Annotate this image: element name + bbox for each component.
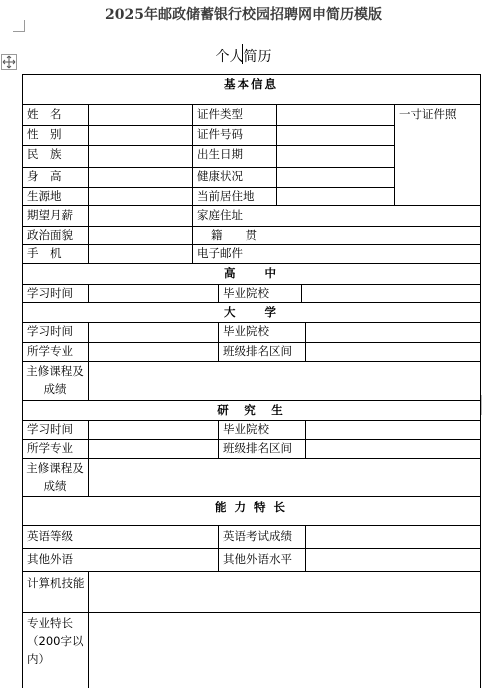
- skills-section-title: 能 力 特 长: [214, 500, 287, 514]
- university-section-title: 大 学: [224, 305, 278, 319]
- graduate-section-title: 研 究 生: [217, 403, 285, 417]
- grad-major-label: 所学专业: [27, 441, 73, 455]
- native-place-label: 籍 贯: [211, 228, 257, 242]
- home-address-label: 家庭住址: [197, 208, 243, 222]
- ethnicity-label: 民 族: [27, 147, 62, 161]
- resume-heading: 个人简历: [215, 49, 272, 65]
- computer-skills-label: 计算机技能: [27, 576, 85, 590]
- document-title: 2025年邮政储蓄银行校园招聘网申简历模版: [105, 7, 382, 23]
- gender-label: 性 别: [27, 127, 62, 141]
- mobile-label: 手 机: [27, 246, 62, 260]
- uni-rank-label: 班级排名区间: [223, 344, 292, 358]
- english-score-label: 英语考试成绩: [223, 529, 292, 543]
- grad-courses-field[interactable]: [89, 459, 479, 495]
- hs-study-time-label: 学习时间: [27, 286, 73, 300]
- birth-date-label: 出生日期: [197, 147, 243, 161]
- page-corner-mark: [13, 20, 25, 32]
- english-level-label: 英语等级: [27, 529, 73, 543]
- basic-info-section-title: 基本信息: [224, 77, 278, 91]
- uni-study-time-label: 学习时间: [27, 324, 73, 338]
- expected-salary-label: 期望月薪: [27, 208, 73, 222]
- grad-study-time-label: 学习时间: [27, 422, 73, 436]
- grad-courses-label: 主修课程及成绩: [26, 461, 84, 493]
- origin-label: 生源地: [27, 189, 62, 203]
- name-label: 姓 名: [27, 107, 62, 121]
- uni-school-label: 毕业院校: [223, 324, 269, 338]
- computer-skills-field[interactable]: [89, 572, 479, 611]
- hs-school-label: 毕业院校: [223, 286, 269, 300]
- email-label: 电子邮件: [197, 246, 243, 260]
- height-label: 身 高: [27, 169, 62, 183]
- political-status-label: 政治面貌: [27, 228, 73, 242]
- high-school-section-title: 高 中: [224, 266, 278, 280]
- grad-rank-label: 班级排名区间: [223, 441, 292, 455]
- health-label: 健康状况: [197, 169, 243, 183]
- uni-major-label: 所学专业: [27, 344, 73, 358]
- other-language-label: 其他外语: [27, 552, 73, 566]
- photo-placeholder[interactable]: 一寸证件照: [399, 107, 457, 121]
- uni-courses-field[interactable]: [89, 362, 479, 399]
- uni-courses-label: 主修课程及成绩: [26, 364, 84, 396]
- specialty-label: 专业特长（200字以内）: [27, 616, 84, 666]
- residence-label: 当前居住地: [197, 189, 255, 203]
- grad-school-label: 毕业院校: [223, 422, 269, 436]
- page-edge-mark: [481, 395, 487, 415]
- id-type-label: 证件类型: [197, 107, 243, 121]
- specialty-field[interactable]: [89, 613, 479, 688]
- other-language-level-label: 其他外语水平: [223, 552, 292, 566]
- id-number-label: 证件号码: [197, 127, 243, 141]
